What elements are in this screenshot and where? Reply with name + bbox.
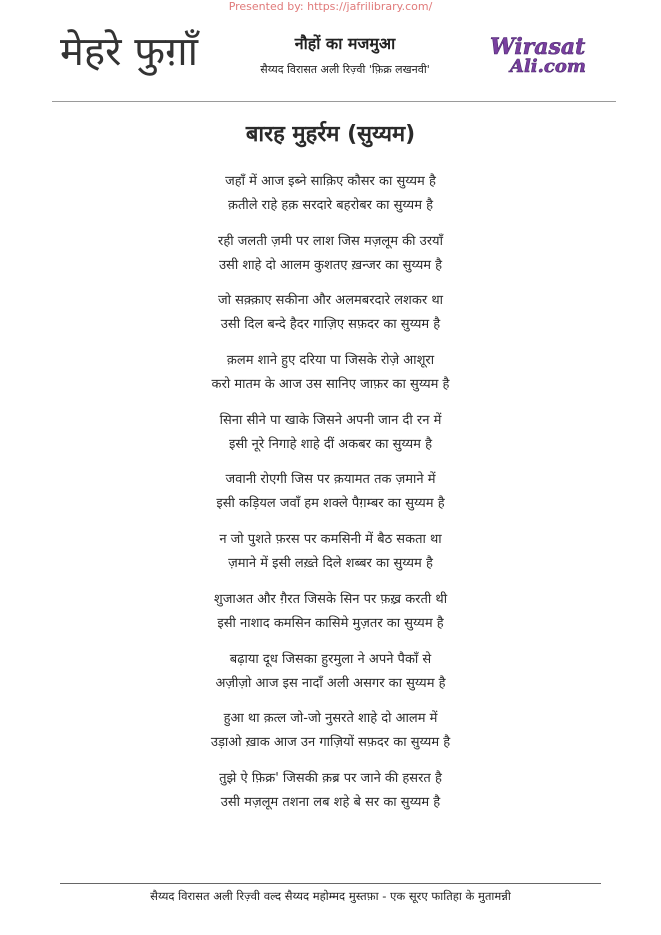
verse-line: क़लम शाने हुए दरिया पा जिसके रोज़े आशूरा bbox=[226, 353, 435, 369]
stanza bbox=[0, 409, 661, 469]
collection-title: नौहों का मजमुआ bbox=[294, 34, 396, 53]
stanza bbox=[0, 528, 661, 588]
verse-line: उसी मज़लूम तशना लब शहे बे सर का सुय्यम है bbox=[220, 794, 441, 810]
verse-line: जवानी रोएगी जिस पर क़यामत तक ज़माने में bbox=[225, 472, 436, 488]
book-title: मेहरे फुग़ाँ bbox=[60, 29, 198, 75]
footer-divider bbox=[60, 883, 601, 884]
author-name: सैय्यद विरासत अली रिज़्वी 'फ़िक्र लखनवी' bbox=[260, 63, 430, 76]
poem-title: बारह मुहर्रम (सुय्यम) bbox=[245, 122, 416, 147]
verse-line: क़तीले राहे हक़ सरदारे बहरोबर का सुय्यम है bbox=[227, 198, 434, 213]
stanza bbox=[0, 289, 661, 349]
verse-line: इसी नाशाद कमसिन कासिमे मुज़तर का सुय्यम है bbox=[217, 615, 444, 631]
stanza bbox=[0, 767, 661, 827]
verse-line: उसी दिल बन्दे हैदर गाज़िए सफ़दर का सुय्यम है bbox=[220, 317, 441, 333]
header-divider bbox=[52, 101, 616, 102]
verse-line: न जो पुशते फ़रस पर कमसिनी में बैठ सकता था bbox=[219, 532, 442, 548]
verse-line: सिना सीने पा खाके जिसने अपनी जान दी रन में bbox=[219, 412, 442, 428]
verse-line: ज़माने में इसी लख़्ते दिले शब्बर का सुय्यम है bbox=[228, 556, 433, 572]
presented-by-link[interactable]: Presented by: https://jafrilibrary.com/ bbox=[228, 0, 433, 13]
verse-line: रही जलती ज़मी पर लाश जिस मज़लूम की उरयाँ bbox=[218, 233, 443, 249]
stanza bbox=[0, 170, 661, 230]
stanza bbox=[0, 230, 661, 290]
stanza bbox=[0, 707, 661, 767]
verse-line: उसी शाहे दो आलम कुशतए ख़न्जर का सुय्यम है bbox=[218, 257, 443, 273]
verse-line: इसी नूरे निगाहे शाहे दीं अकबर का सुय्यम है bbox=[229, 436, 432, 452]
verse-line: शुजाअत और ग़ैरत जिसके सिन पर फ़ख़्र करती थी bbox=[213, 591, 448, 607]
verse-line: उड़ाओ ख़ाक आज उन गाज़ियों सफ़दर का सुय्यम है bbox=[210, 735, 451, 751]
stanza bbox=[0, 349, 661, 409]
logo-line-2: Ali.com bbox=[510, 56, 586, 76]
verse-line: बढ़ाया दूध जिसका हुरमुला ने अपने पैकाँ से bbox=[229, 651, 432, 667]
verse-line: करो मातम के आज उस सानिए जाफ़र का सुय्यम है bbox=[211, 377, 450, 393]
verse-line: तुझे ऐ फ़िक्र' जिसकी क़ब्र पर जाने की हसरत है bbox=[219, 770, 442, 786]
verse-line: इसी कड़ियल जवाँ हम शक्ले पैग़म्बर का सुय्यम है bbox=[216, 496, 445, 512]
verse-line: जो सक़्क़ाए सकीना और अलमबरदारे लशकर था bbox=[217, 293, 444, 309]
stanza bbox=[0, 588, 661, 648]
verse-line: जहाँ में आज इब्ने साक़िए कौसर का सुय्यम है bbox=[225, 174, 436, 189]
stanza bbox=[0, 648, 661, 708]
verse-line: अज़ीज़ो आज इस नादाँ अली असगर का सुय्यम है bbox=[215, 675, 446, 691]
wirasat-ali-logo[interactable] bbox=[488, 34, 613, 76]
footer-dedication: सैय्यद विरासत अली रिज़्वी वल्द सैय्यद महोम्मद मुस्तफ़ा - एक सूरए फातिहा के मुतामन्नी bbox=[150, 889, 511, 903]
logo-line-1: Wirasat bbox=[490, 34, 586, 60]
poem-body bbox=[0, 170, 661, 827]
logo-graphic bbox=[488, 34, 613, 76]
verse-line: हुआ था क़त्ल जो-जो नुसरते शाहे दो आलम में bbox=[223, 711, 438, 727]
stanza bbox=[0, 468, 661, 528]
